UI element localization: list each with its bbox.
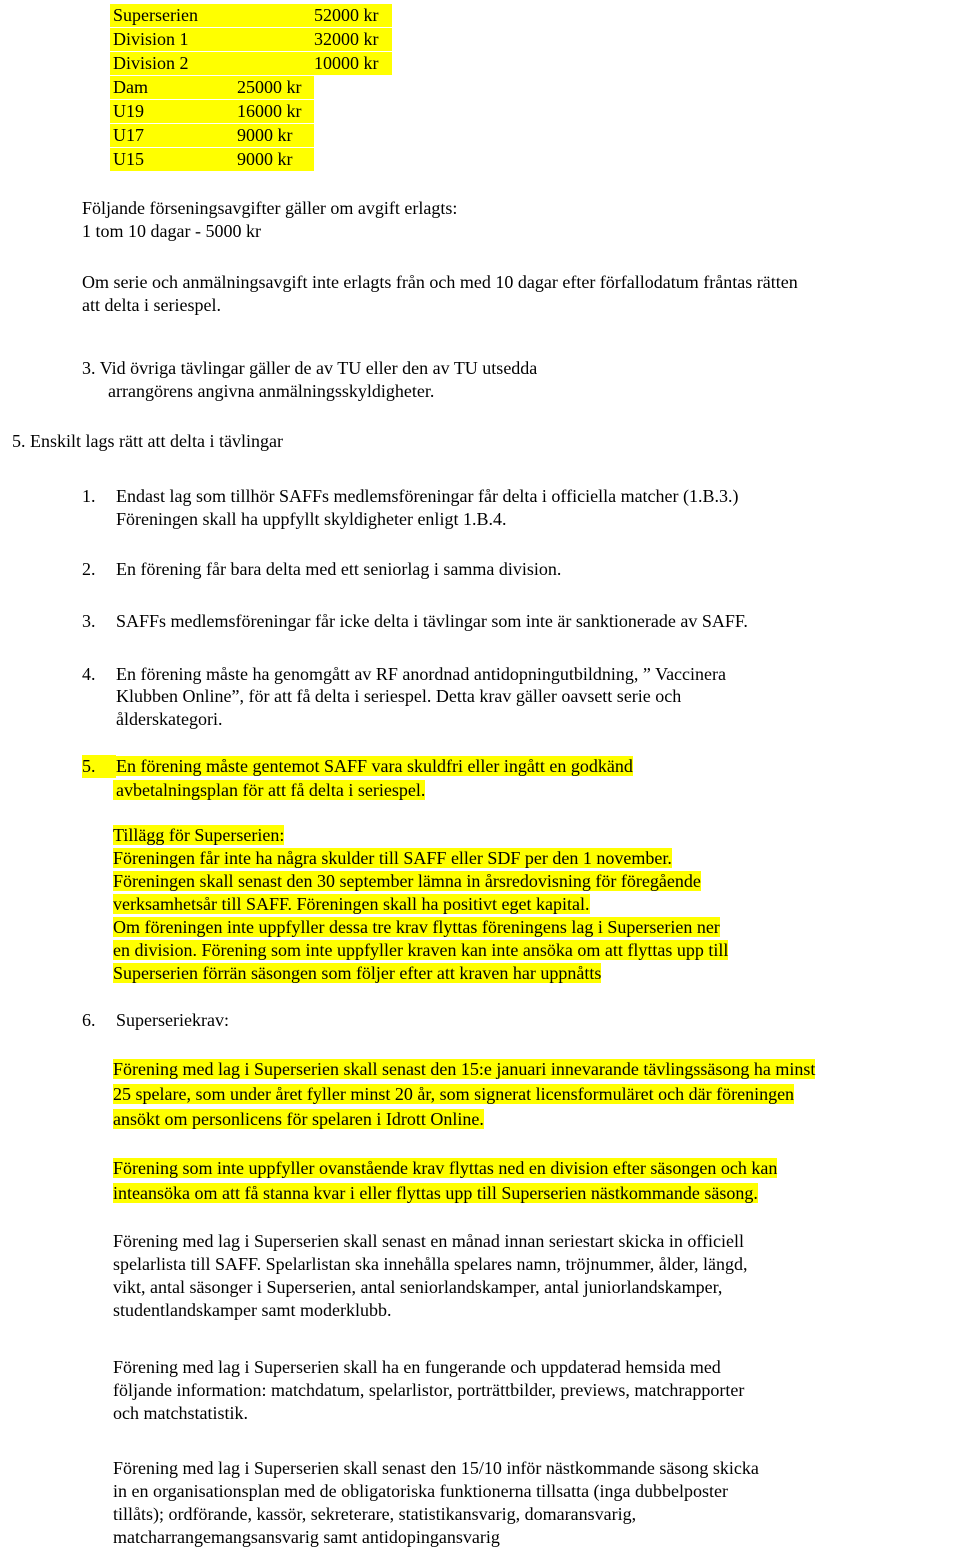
late-fees-text [82, 197, 457, 243]
player-list-paragraph [113, 1230, 747, 1322]
section-title: Superseriekrav: [116, 1010, 229, 1030]
rule-2 [82, 558, 561, 581]
unpaid-rule-line: Om serie och anmälningsavgift inte erlagts från och med 10 dagar efter förfallodatum fråntas rätten [82, 272, 798, 292]
fee-label: U15 [113, 149, 144, 169]
paragraph-line: Förening med lag i Superserien skall ha en fungerande och uppdaterad hemsida med [113, 1357, 721, 1377]
addition-line: en division. Förening som inte uppfyller kraven kan inte ansöka om att flyttas upp till [113, 940, 729, 960]
fee-amount: 52000 kr [314, 5, 379, 25]
fee-amount: 9000 kr [237, 149, 293, 169]
rule-text: Klubben Online”, för att få delta i seriespel. Detta krav gäller oavsett serie och [116, 686, 682, 706]
relegation-paragraph [113, 1157, 777, 1205]
paragraph-line: matcharrangemangsansvarig samt antidopingansvarig [113, 1527, 500, 1547]
fee-amount: 32000 kr [314, 29, 379, 49]
unpaid-rule-text [82, 271, 798, 317]
fee-label: Division 2 [113, 53, 189, 73]
section-title: Enskilt lags rätt att delta i tävlingar [30, 431, 283, 451]
rule-1 [82, 485, 739, 508]
rule-text: avbetalningsplan för att få delta i seriespel. [113, 780, 425, 800]
item-number: 3. [82, 358, 96, 378]
fee-amount: 25000 kr [237, 77, 302, 97]
section-number: 5. [12, 431, 26, 451]
paragraph-line: inteansöka om att få stanna kvar i eller flyttas upp till Superserien nästkommande säsong. [113, 1183, 758, 1203]
fee-label: U19 [113, 101, 144, 121]
fee-amount: 10000 kr [314, 53, 379, 73]
addition-line: Om föreningen inte uppfyller dessa tre krav flyttas föreningens lag i Superserien ner [113, 917, 720, 937]
fee-row [110, 4, 392, 27]
addition-line: verksamhetsår till SAFF. Föreningen skall ha positivt eget kapital. [113, 894, 590, 914]
website-paragraph [113, 1356, 744, 1425]
fee-row [110, 76, 314, 99]
rule-5-cont [113, 779, 425, 802]
paragraph-line: vikt, antal säsonger i Superserien, antal seniorlandskamper, antal juniorlandskamper, [113, 1277, 723, 1297]
rule-text: Endast lag som tillhör SAFFs medlemsföreningar får delta i officiella matcher (1.B.3.) [116, 486, 739, 506]
rule-4-cont [116, 685, 681, 708]
rule-text: En förening får bara delta med ett seniorlag i samma division. [116, 559, 562, 579]
rule-text: Föreningen skall ha uppfyllt skyldigheter enligt 1.B.4. [116, 509, 507, 529]
rule-4-cont [116, 708, 222, 731]
rule-number: 2. [82, 559, 96, 579]
rule-text: SAFFs medlemsföreningar får icke delta i tävlingar som inte är sanktionerade av SAFF. [116, 611, 748, 631]
paragraph-line: tillåts); ordförande, kassör, sekreterare, statistikansvarig, domaransvarig, [113, 1504, 637, 1524]
rule-number: 3. [82, 611, 96, 631]
rule-number: 1. [82, 486, 96, 506]
paragraph-line: följande information: matchdatum, spelarlistor, porträttbilder, previews, matchrapporter [113, 1380, 745, 1400]
late-fees-line: 1 tom 10 dagar - 5000 kr [82, 221, 261, 241]
unpaid-rule-line: att delta i seriespel. [82, 295, 221, 315]
fee-amount: 16000 kr [237, 101, 302, 121]
paragraph-line: Förening med lag i Superserien skall senast en månad innan seriestart skicka in officiell [113, 1231, 744, 1251]
item-text: arrangörens angivna anmälningsskyldigheter. [108, 381, 435, 401]
superserien-requirement-paragraph [113, 1058, 815, 1131]
rule-text: En förening måste ha genomgått av RF anordnad antidopningutbildning, ” Vaccinera [116, 664, 727, 684]
fee-label: Division 1 [113, 29, 189, 49]
rule-5 [82, 755, 633, 778]
item-3-other-competitions [82, 357, 537, 380]
rule-text: ålderskategori. [116, 709, 223, 729]
fee-row [110, 124, 314, 147]
paragraph-line: Förening med lag i Superserien skall senast den 15:e januari innevarande tävlingssäsong ha minst [113, 1059, 816, 1079]
paragraph-line: ansökt om personlicens för spelaren i Idrott Online. [113, 1109, 484, 1129]
item-3-other-competitions-cont [108, 380, 434, 403]
addition-line: Föreningen skall senast den 30 september lämna in årsredovisning för föregående [113, 871, 701, 891]
addition-title: Tillägg för Superserien: [113, 825, 285, 845]
paragraph-line: in en organisationsplan med de obligatoriska funktionerna tillsatta (inga dubbelposter [113, 1481, 729, 1501]
addition-line: Superserien förrän säsongen som följer efter att kraven har uppnåtts [113, 963, 602, 983]
superserien-addition [113, 824, 728, 985]
fee-label: Superserien [113, 5, 198, 25]
fee-row [110, 28, 392, 51]
late-fees-line: Följande förseningsavgifter gäller om avgift erlagts: [82, 198, 458, 218]
fee-amount: 9000 kr [237, 125, 293, 145]
addition-line: Föreningen får inte ha några skulder till SAFF eller SDF per den 1 november. [113, 848, 672, 868]
fee-label: Dam [113, 77, 148, 97]
organisation-paragraph [113, 1457, 759, 1549]
paragraph-line: 25 spelare, som under året fyller minst 20 år, som signerat licensformuläret och där föreningen [113, 1084, 795, 1104]
paragraph-line: studentlandskamper samt moderklubb. [113, 1300, 392, 1320]
fee-row [110, 52, 392, 75]
paragraph-line: Förening som inte uppfyller ovanstående krav flyttas ned en division efter säsongen och kan [113, 1158, 778, 1178]
paragraph-line: och matchstatistik. [113, 1403, 248, 1423]
fee-label: U17 [113, 125, 144, 145]
rule-text: En förening måste gentemot SAFF vara skuldfri eller ingått en godkänd [116, 756, 633, 776]
section-6-heading [82, 1009, 229, 1032]
rule-1-cont [116, 508, 506, 531]
section-number: 6. [82, 1010, 96, 1030]
paragraph-line: Förening med lag i Superserien skall senast den 15/10 inför nästkommande säsong skicka [113, 1458, 759, 1478]
fee-row [110, 100, 314, 123]
section-5-heading [12, 430, 283, 453]
rule-3 [82, 610, 748, 633]
fee-row [110, 148, 314, 171]
rule-number: 5. [82, 755, 116, 778]
rule-number: 4. [82, 664, 96, 684]
item-text: Vid övriga tävlingar gäller de av TU eller den av TU utsedda [99, 358, 538, 378]
rule-4 [82, 663, 726, 686]
paragraph-line: spelarlista till SAFF. Spelarlistan ska innehålla spelares namn, tröjnummer, ålder, längd, [113, 1254, 748, 1274]
